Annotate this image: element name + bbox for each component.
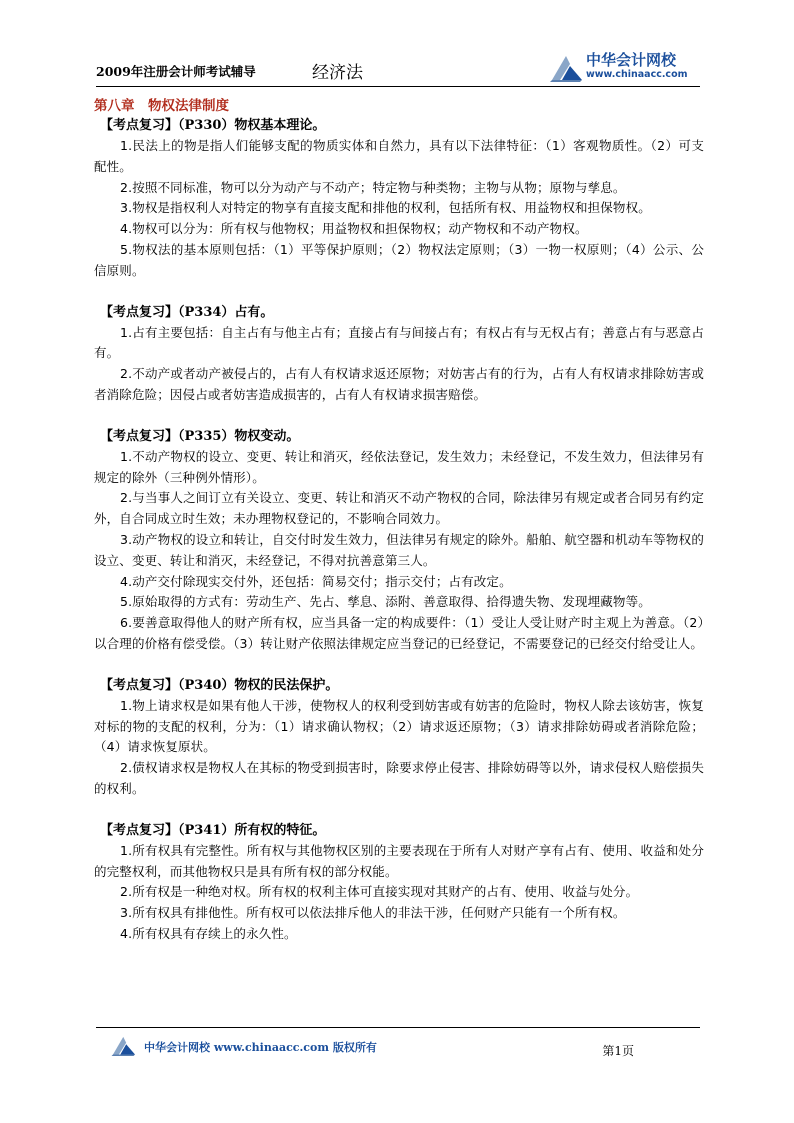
section-title: 【考点复习】（P330）物权基本理论。 bbox=[100, 118, 326, 133]
chinaacc-logo bbox=[550, 48, 700, 84]
chinaacc-logo-icon bbox=[550, 52, 584, 82]
chapter-title: 第八章 物权法律制度 bbox=[94, 98, 229, 114]
paragraph: 2.不动产或者动产被侵占的，占有人有权请求返还原物；对妨害占有的行为，占有人有权请求排除妨害或者消除危险；因侵占或者妨害造成损害的，占有人有权请求损害赔偿。 bbox=[94, 366, 704, 402]
section-title: 【考点复习】（P340）物权的民法保护。 bbox=[100, 677, 339, 693]
paragraph: 1.民法上的物是指人们能够支配的物质实体和自然力，具有以下法律特征：（1）客观物质性。（2）可支配性。 bbox=[94, 138, 704, 174]
document-body bbox=[94, 96, 704, 945]
paragraph: 4.动产交付除现实交付外，还包括：简易交付；指示交付；占有改定。 bbox=[120, 573, 512, 589]
section-property-change bbox=[94, 427, 704, 655]
page-header bbox=[96, 48, 700, 84]
section-title: 【考点复习】（P335）物权变动。 bbox=[100, 428, 300, 444]
section-title: 【考点复习】（P341）所有权的特征。 bbox=[100, 822, 326, 838]
section-property-theory bbox=[94, 116, 704, 282]
paragraph: 3.所有权具有排他性。所有权可以依法排斥他人的非法干涉，任何财产只能有一个所有权。 bbox=[120, 905, 626, 921]
paragraph: 1.所有权具有完整性。所有权与其他物权区别的主要表现在于所有人对财产享有占有、使用、收益和处分的完整权利，而其他物权只是具有所有权的部分权能。 bbox=[94, 842, 704, 879]
paragraph: 2.按照不同标准，物可以分为动产与不动产；特定物与种类物；主物与从物；原物与孳息。 bbox=[120, 179, 626, 195]
paragraph: 5.物权法的基本原则包括：（1）平等保护原则；（2）物权法定原则；（3）一物一权原则；（4）公示、公信原则。 bbox=[94, 241, 704, 278]
paragraph: 1.物上请求权是如果有他人干涉，使物权人的权利受到妨害或有妨害的危险时，物权人除去该妨害，恢复对标的物的支配的权利，分为：（1）请求确认物权；（2）请求返还原物；（3）请求排除妨碍或者消除危险；（4）请求恢复原状。 bbox=[94, 697, 704, 755]
chinaacc-logo-icon bbox=[110, 1034, 138, 1056]
section-ownership-features bbox=[94, 821, 704, 945]
section-civil-protection bbox=[94, 676, 704, 800]
footer-divider bbox=[96, 1027, 700, 1028]
paragraph: 1.占有主要包括：自主占有与他主占有；直接占有与间接占有；有权占有与无权占有；善意占有与恶意占有。 bbox=[94, 324, 704, 361]
section-title: 【考点复习】（P334）占有。 bbox=[100, 304, 274, 320]
paragraph: 2.所有权是一种绝对权。所有权的权利主体可直接实现对其财产的占有、使用、收益与处分。 bbox=[120, 884, 639, 900]
paragraph: 6.要善意取得他人的财产所有权，应当具备一定的构成要件：（1）受让人受让财产时主观上为善意。（2）以合理的价格有偿受偿。（3）转让财产依照法律规定应当登记的已经登记，不需要登记的已经交付给受让人。 bbox=[94, 615, 704, 651]
logo-url: www.chinaacc.com bbox=[586, 69, 688, 80]
exam-title: 2009年注册会计师考试辅导 bbox=[96, 64, 256, 79]
logo-name: 中华会计网校 bbox=[586, 51, 677, 69]
paragraph: 5.原始取得的方式有：劳动生产、先占、孳息、添附、善意取得、拾得遗失物、发现埋藏物等。 bbox=[120, 594, 651, 610]
paragraph: 2.与当事人之间订立有关设立、变更、转让和消灭不动产物权的合同，除法律另有规定或者合同另有约定外，自合同成立时生效；未办理物权登记的，不影响合同效力。 bbox=[94, 490, 704, 527]
paragraph: 2.债权请求权是物权人在其标的物受到损害时，除要求停止侵害、排除妨碍等以外，请求侵权人赔偿损失的权利。 bbox=[94, 760, 704, 796]
paragraph: 3.物权是指权利人对特定的物享有直接支配和排他的权利，包括所有权、用益物权和担保物权。 bbox=[120, 200, 651, 216]
copyright-text: 中华会计网校 www.chinaacc.com 版权所有 bbox=[144, 1041, 377, 1054]
paragraph: 4.物权可以分为：所有权与他物权；用益物权和担保物权；动产物权和不动产物权。 bbox=[120, 221, 588, 237]
paragraph: 3.动产物权的设立和转让，自交付时发生效力，但法律另有规定的除外。船舶、航空器和机动车等物权的设立、变更、转让和消灭，未经登记，不得对抗善意第三人。 bbox=[94, 531, 704, 568]
subject-title: 经济法 bbox=[312, 63, 363, 83]
paragraph: 4.所有权具有存续上的永久性。 bbox=[120, 925, 297, 941]
paragraph: 1.不动产物权的设立、变更、转让和消灭，经依法登记，发生效力；未经登记，不发生效力，但法律另有规定的除外（三种例外情形）。 bbox=[94, 448, 704, 485]
header-divider bbox=[96, 86, 700, 87]
page-footer bbox=[110, 1034, 670, 1058]
section-possession bbox=[94, 303, 704, 406]
page-number: 第1页 bbox=[602, 1044, 634, 1058]
